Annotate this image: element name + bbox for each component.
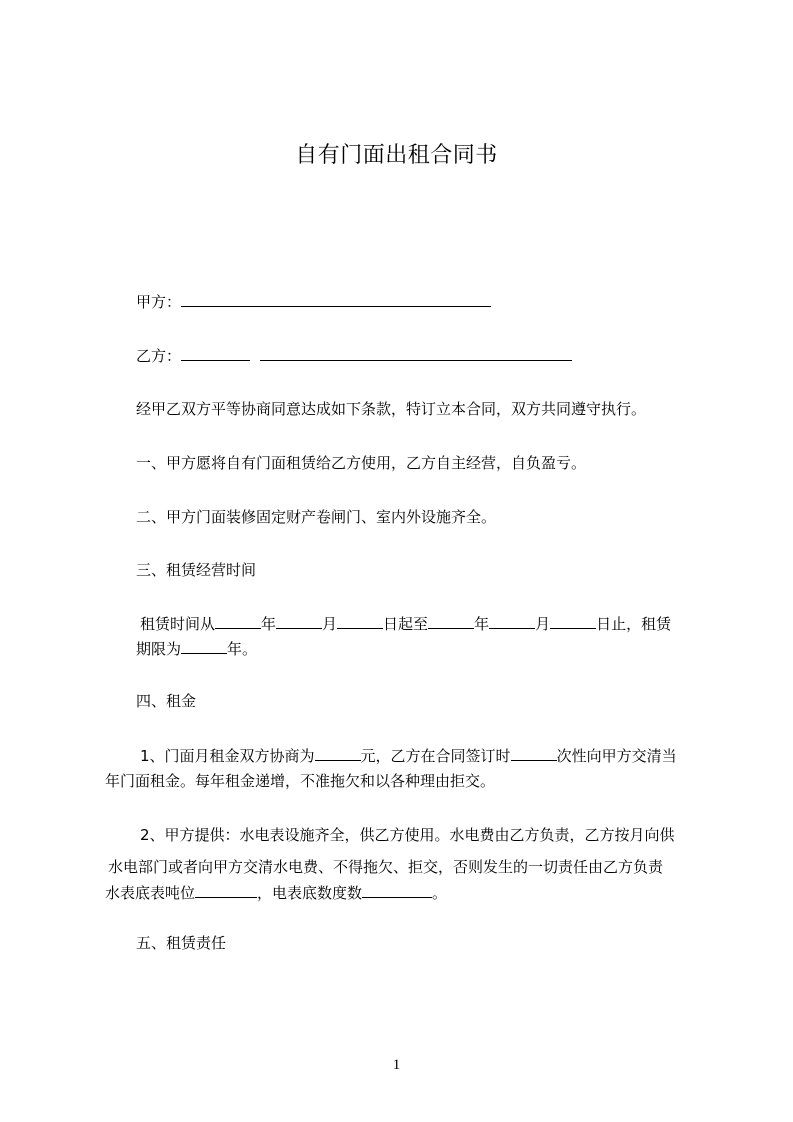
- rent-item-1-text-b: 元，乙方在合同签订时: [360, 747, 511, 765]
- line-end-period: 。: [432, 884, 448, 902]
- clause-3-heading: 三、租赁经营时间: [136, 561, 257, 579]
- day-from-unit: 日起至: [383, 615, 429, 633]
- clause-2: 二、甲方门面装修固定财产卷闸门、室内外设施齐全。: [136, 508, 497, 526]
- start-day-blank[interactable]: [337, 613, 383, 629]
- start-month-blank[interactable]: [276, 613, 322, 629]
- rent-item-1-text-c: 次性向甲方交清当: [556, 747, 677, 765]
- intro-paragraph: 经甲乙双方平等协商同意达成如下条款，特订立本合同，双方共同遵守执行。: [136, 400, 647, 418]
- lease-term-unit: 年。: [227, 640, 258, 658]
- day-to-unit: 日止，租赁: [596, 615, 672, 633]
- lease-term-line: [136, 638, 716, 659]
- lease-term-label: 期限为: [136, 640, 182, 658]
- rent-item-1-line-1: [140, 745, 720, 766]
- payment-times-blank[interactable]: [511, 745, 557, 761]
- party-b-line: [136, 345, 716, 366]
- rent-item-1-text-a: 1、门面月租金双方协商为: [140, 747, 315, 765]
- end-year-blank[interactable]: [428, 613, 474, 629]
- party-a-blank[interactable]: [181, 291, 491, 307]
- contract-title: 自有门面出租合同书: [295, 143, 498, 168]
- party-b-blank-long[interactable]: [260, 345, 572, 361]
- end-month-blank[interactable]: [489, 613, 535, 629]
- lease-period-line: [140, 613, 720, 634]
- end-day-blank[interactable]: [550, 613, 596, 629]
- party-a-label: 甲方：: [136, 293, 182, 311]
- month-unit-2: 月: [535, 615, 551, 633]
- page-number: 1: [392, 1057, 401, 1073]
- rent-item-1-line-2: 年门面租金。每年租金递增，不准拖欠和以各种理由拒交。: [105, 772, 496, 790]
- water-meter-blank[interactable]: [195, 882, 257, 898]
- month-unit: 月: [322, 615, 338, 633]
- clause-5-heading: 五、租赁责任: [136, 934, 227, 952]
- party-b-blank-short[interactable]: [181, 345, 250, 361]
- clause-1: 一、甲方愿将自有门面租赁给乙方使用，乙方自主经营，自负盈亏。: [136, 454, 587, 472]
- clause-4-heading: 四、租金: [136, 692, 197, 710]
- lease-term-blank[interactable]: [181, 638, 227, 654]
- party-b-label: 乙方：: [136, 347, 182, 365]
- year-unit: 年: [261, 615, 277, 633]
- rent-item-2-line-3: [105, 882, 685, 903]
- year-unit-2: 年: [474, 615, 490, 633]
- start-year-blank[interactable]: [215, 613, 261, 629]
- electric-meter-label: ，电表底数度数: [257, 884, 363, 902]
- lease-period-label: 租赁时间从: [140, 615, 216, 633]
- party-a-line: [136, 291, 716, 312]
- rent-item-2-line-1: 2、甲方提供：水电表设施齐全，供乙方使用。水电费由乙方负责，乙方按月向供: [140, 826, 675, 844]
- monthly-rent-blank[interactable]: [315, 745, 361, 761]
- water-meter-label: 水表底表吨位: [105, 884, 196, 902]
- rent-item-2-line-2: 水电部门或者向甲方交清水电费、不得拖欠、拒交，否则发生的一切责任由乙方负责: [108, 858, 664, 876]
- electric-meter-blank[interactable]: [362, 882, 432, 898]
